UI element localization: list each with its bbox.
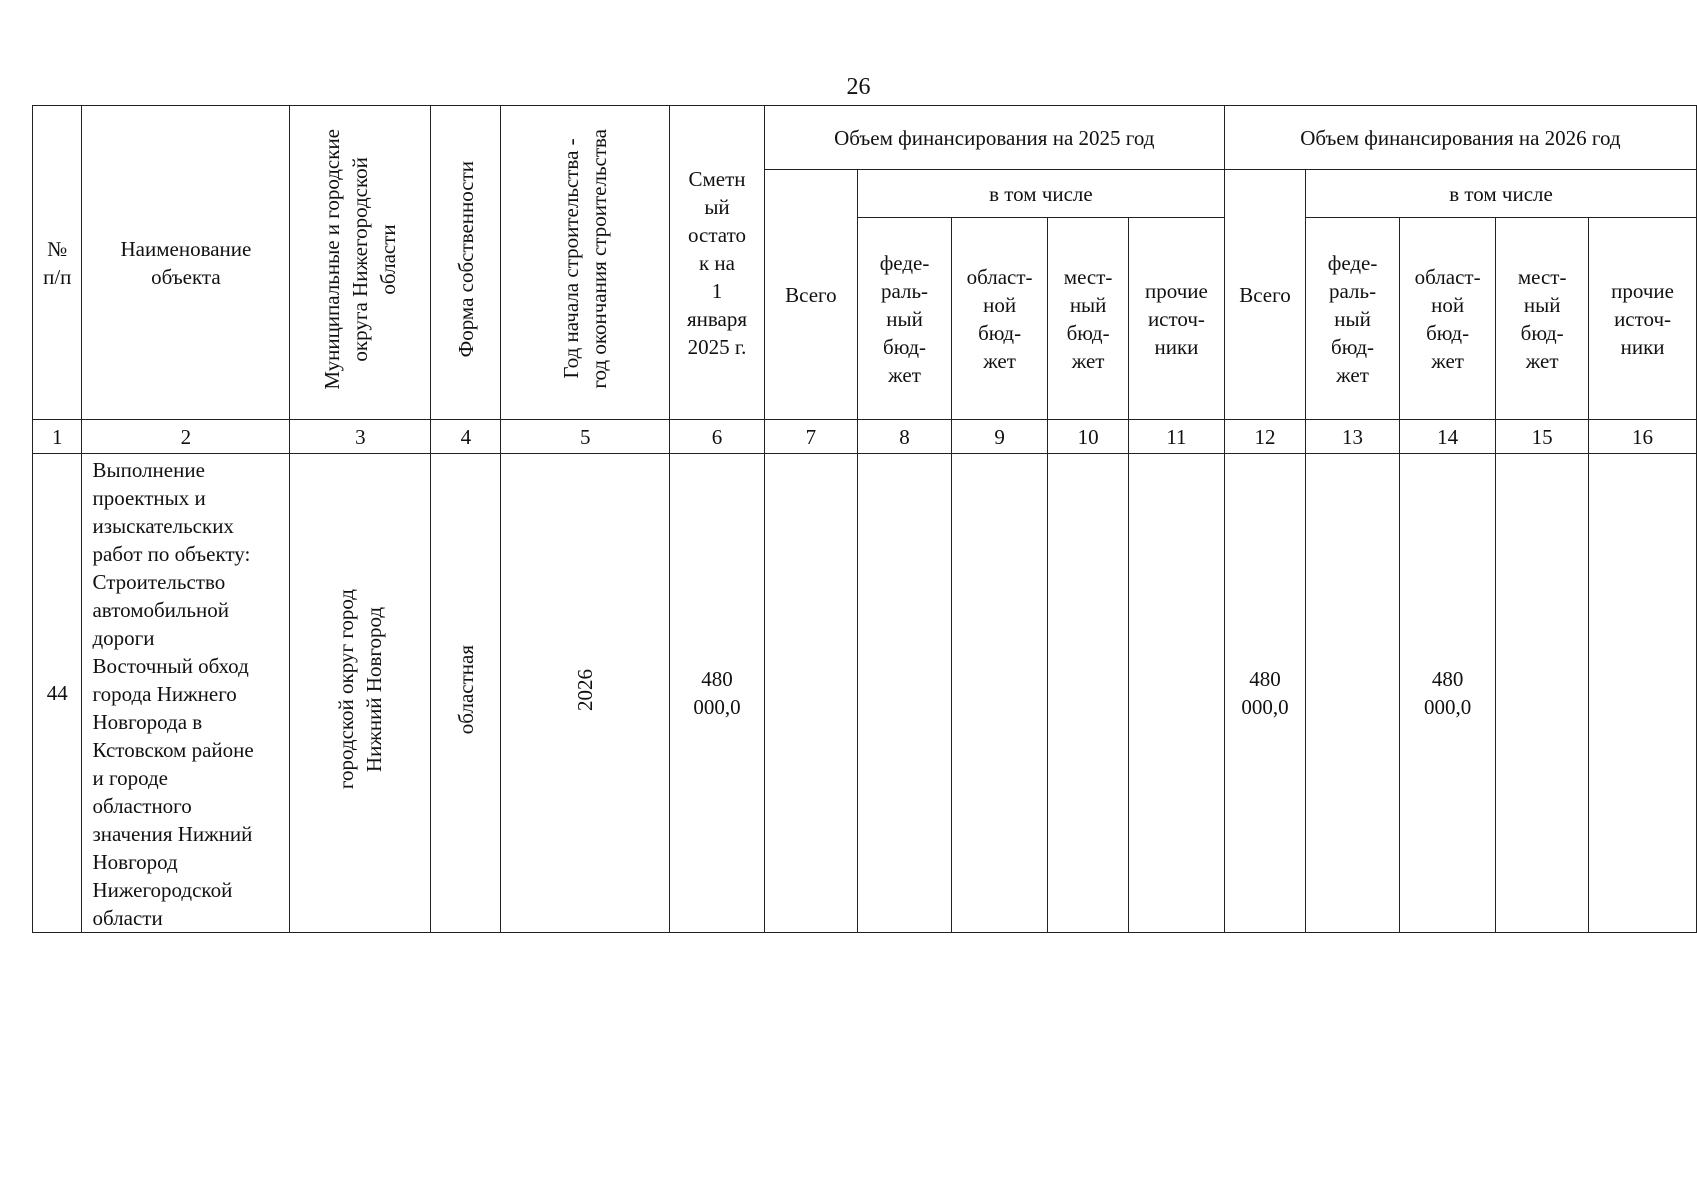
header-2026-local	[1496, 218, 1589, 420]
y2025-total-cell	[764, 454, 857, 933]
column-number: 14	[1400, 420, 1496, 454]
column-numbers-row	[33, 420, 1697, 454]
column-number: 15	[1496, 420, 1589, 454]
header-municipal	[290, 106, 431, 420]
header-2025-other-label: прочие источ- ники	[1145, 278, 1208, 359]
header-years-label: Год начала строительства - год окончания строительства	[559, 129, 612, 389]
header-num	[33, 106, 82, 420]
header-2026-including	[1306, 170, 1697, 218]
column-number: 9	[951, 420, 1047, 454]
column-number: 11	[1129, 420, 1225, 454]
header-name-label: Наименование объекта	[120, 236, 252, 289]
header-2026-federal	[1306, 218, 1400, 420]
header-2026-regional	[1400, 218, 1496, 420]
ownership-value: областная	[453, 644, 478, 735]
y2026-total-value: 480 000,0	[1241, 667, 1289, 719]
header-2025-federal-label: феде- раль- ный бюд- жет	[879, 250, 930, 387]
header-funding-2026-label: Объем финансирования на 2026 год	[1300, 125, 1621, 150]
y2025-local-cell	[1048, 454, 1129, 933]
row-number: 44	[33, 454, 82, 933]
header-estimate-label: Сметн ый остато к на 1 января 2025 г.	[686, 166, 748, 359]
municipal-value: городской округ город Нижний Новгород	[334, 589, 387, 790]
header-2026-other-label: прочие источ- ники	[1611, 278, 1674, 359]
municipal-cell	[290, 454, 431, 933]
header-2025-other	[1129, 218, 1225, 420]
column-number: 12	[1224, 420, 1305, 454]
y2026-regional-cell	[1400, 454, 1496, 933]
header-2026-regional-label: област- ной бюд- жет	[1414, 264, 1481, 373]
column-number: 6	[670, 420, 765, 454]
y2025-regional-cell	[951, 454, 1047, 933]
y2025-federal-cell	[858, 454, 952, 933]
y2026-regional-value: 480 000,0	[1423, 667, 1472, 719]
column-number: 10	[1048, 420, 1129, 454]
page-number: 26	[846, 74, 871, 100]
estimate-cell	[670, 454, 765, 933]
header-years	[501, 106, 670, 420]
header-estimate	[670, 106, 765, 420]
years-value: 2026	[573, 668, 598, 711]
header-row-1	[33, 106, 1697, 170]
header-municipal-label: Муниципальные и городские округа Нижегородской области	[320, 128, 401, 390]
header-2026-federal-label: феде- раль- ный бюд- жет	[1327, 250, 1378, 387]
header-2025-local-label: мест- ный бюд- жет	[1063, 264, 1113, 373]
header-num-label: № п/п	[43, 236, 72, 289]
header-name	[82, 106, 290, 420]
column-number: 2	[82, 420, 290, 454]
table-row	[33, 454, 1697, 933]
header-2025-including-label: в том числе	[989, 181, 1093, 206]
header-2025-federal	[858, 218, 952, 420]
header-2026-including-label: в том числе	[1449, 181, 1553, 206]
header-2026-local-label: мест- ный бюд- жет	[1517, 264, 1567, 373]
y2026-other-cell	[1589, 454, 1697, 933]
header-funding-2025	[764, 106, 1224, 170]
column-number: 13	[1306, 420, 1400, 454]
header-ownership	[431, 106, 501, 420]
estimate-value: 480 000,0	[693, 667, 741, 719]
object-name: Выполнение проектных и изыскательских работ по объекту: Строительство автомобильной дороги Восточный обход города Нижнего Новгорода в Кстовском районе и городе областного значения Нижний Новгород Нижегородской области	[92, 458, 254, 930]
header-2025-total-label: Всего	[785, 282, 837, 307]
column-number: 8	[858, 420, 952, 454]
header-funding-2025-label: Объем финансирования на 2025 год	[834, 125, 1155, 150]
header-2025-including	[858, 170, 1225, 218]
header-2026-other	[1589, 218, 1697, 420]
y2026-total-cell	[1224, 454, 1305, 933]
column-number: 7	[764, 420, 857, 454]
header-2025-regional	[951, 218, 1047, 420]
header-2026-total	[1224, 170, 1305, 420]
y2026-federal-cell	[1306, 454, 1400, 933]
ownership-cell	[431, 454, 501, 933]
y2025-other-cell	[1129, 454, 1225, 933]
column-number: 5	[501, 420, 670, 454]
header-ownership-label: Форма собственности	[453, 160, 478, 358]
header-funding-2026	[1224, 106, 1696, 170]
header-2025-local	[1048, 218, 1129, 420]
column-number: 16	[1589, 420, 1697, 454]
y2026-local-cell	[1496, 454, 1589, 933]
construction-funding-table	[32, 105, 1697, 933]
years-cell	[501, 454, 670, 933]
header-2025-total	[764, 170, 857, 420]
column-number: 4	[431, 420, 501, 454]
object-name-cell	[82, 454, 290, 933]
header-2025-regional-label: област- ной бюд- жет	[966, 264, 1033, 373]
column-number: 3	[290, 420, 431, 454]
column-number: 1	[33, 420, 82, 454]
header-2026-total-label: Всего	[1239, 282, 1291, 307]
